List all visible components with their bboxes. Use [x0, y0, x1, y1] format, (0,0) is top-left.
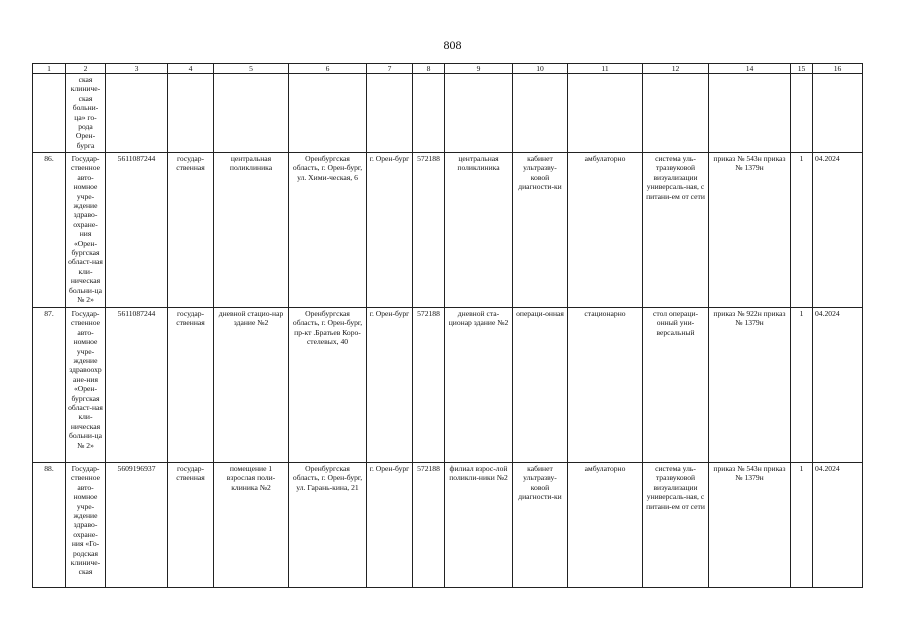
table-cell: Оренбургская область, г. Орен-бург, пр-кт .Братьев Коро-стелевых, 40	[289, 308, 367, 463]
column-header: 3	[106, 64, 168, 74]
table-cell: Оренбургская область, г. Орен-бург, ул. Гарань-кина, 21	[289, 463, 367, 588]
table-cell: приказ № 543н приказ № 1379н	[709, 153, 791, 308]
table-cell: г. Орен-бург	[367, 463, 413, 588]
table-cell: Государ-ственное авто-номное учре-ждение здраво-охране-ния «Го-родская клиниче-ская	[66, 463, 106, 588]
column-header: 1	[33, 64, 66, 74]
table-cell	[643, 74, 709, 153]
column-header: 8	[413, 64, 445, 74]
table-cell: приказ № 543н приказ № 1379н	[709, 463, 791, 588]
table-cell: Государ-ственное авто-номное учре-ждение здраво-охране-ния «Орен-бургская област-ная кли-ническая больни-ца № 2»	[66, 153, 106, 308]
table-cell: 572188	[413, 153, 445, 308]
table-cell	[791, 74, 813, 153]
table-cell: 87.	[33, 308, 66, 463]
table-cell: государ-ственная	[168, 153, 214, 308]
column-header: 10	[513, 64, 568, 74]
header-row	[33, 64, 863, 74]
table-cell: амбулаторно	[568, 153, 643, 308]
page-number: 808	[443, 38, 462, 52]
table-cell: 04.2024	[813, 308, 863, 463]
table-cell: 88.	[33, 463, 66, 588]
table-cell: филиал взрос-лой поликли-ники №2	[445, 463, 513, 588]
table-cell: дневной ста-ционар здание №2	[445, 308, 513, 463]
table-cell: стол операци-онный уни-версальный	[643, 308, 709, 463]
table-cell	[214, 74, 289, 153]
table-cell	[168, 74, 214, 153]
table-cell: кабинет ультразву-ковой диагности-ки	[513, 463, 568, 588]
table-cell: центральная поликлиника	[214, 153, 289, 308]
table-cell	[513, 74, 568, 153]
table-cell: система уль-тразвуковой визуализации универсаль-ная, с питани-ем от сети	[643, 463, 709, 588]
table-cell: стационарно	[568, 308, 643, 463]
table-cell: центральная поликлиника	[445, 153, 513, 308]
table-cell: Государ-ственное авто-номное учре-ждение здравоохране-ния «Орен-бургская област-ная кли-ническая больни-ца № 2»	[66, 308, 106, 463]
table-cell	[709, 74, 791, 153]
table-cell: 04.2024	[813, 153, 863, 308]
column-header: 5	[214, 64, 289, 74]
table-cell	[106, 74, 168, 153]
table-cell	[289, 74, 367, 153]
table-cell	[33, 74, 66, 153]
table-cell	[813, 74, 863, 153]
column-header: 4	[168, 64, 214, 74]
table-cell	[367, 74, 413, 153]
table-cell	[413, 74, 445, 153]
table-cell: Оренбургская область, г. Орен-бург, ул. Хими-ческая, 6	[289, 153, 367, 308]
table-cell: амбулаторно	[568, 463, 643, 588]
table-cell: г. Орен-бург	[367, 153, 413, 308]
table-cell: операци-онная	[513, 308, 568, 463]
column-header: 15	[791, 64, 813, 74]
table-cell: дневной стацио-нар здание №2	[214, 308, 289, 463]
table-cell: 86.	[33, 153, 66, 308]
column-header: 2	[66, 64, 106, 74]
column-header: 7	[367, 64, 413, 74]
table-cell: 1	[791, 153, 813, 308]
table-cell: система уль-тразвуковой визуализации универсаль-ная, с питани-ем от сети	[643, 153, 709, 308]
table-cell: 04.2024	[813, 463, 863, 588]
table-cell: 5611087244	[106, 153, 168, 308]
column-header: 14	[709, 64, 791, 74]
table-cell: 5609196937	[106, 463, 168, 588]
table-cell	[568, 74, 643, 153]
table-cell: 572188	[413, 463, 445, 588]
table-cell: государ-ственная	[168, 308, 214, 463]
column-header: 6	[289, 64, 367, 74]
table-cell: 5611087244	[106, 308, 168, 463]
table-cell	[445, 74, 513, 153]
table-cell: 572188	[413, 308, 445, 463]
column-header: 9	[445, 64, 513, 74]
table-cell: 1	[791, 308, 813, 463]
column-header: 12	[643, 64, 709, 74]
table-row	[33, 308, 863, 463]
table-cell: г. Орен-бург	[367, 308, 413, 463]
table-cell: ская клиниче-ская больни-ца» го-рода Орен-бурга	[66, 74, 106, 153]
table-cell: 1	[791, 463, 813, 588]
table-row	[33, 463, 863, 588]
table-cell: кабинет ультразву-ковой диагности-ки	[513, 153, 568, 308]
table-row	[33, 153, 863, 308]
table-cell: помещение 1 взрослая поли-клиника №2	[214, 463, 289, 588]
table-cell: государ-ственная	[168, 463, 214, 588]
registry-table	[32, 63, 863, 588]
table-cell: приказ № 922н приказ № 1379н	[709, 308, 791, 463]
column-header: 11	[568, 64, 643, 74]
table-row	[33, 74, 863, 153]
column-header: 16	[813, 64, 863, 74]
